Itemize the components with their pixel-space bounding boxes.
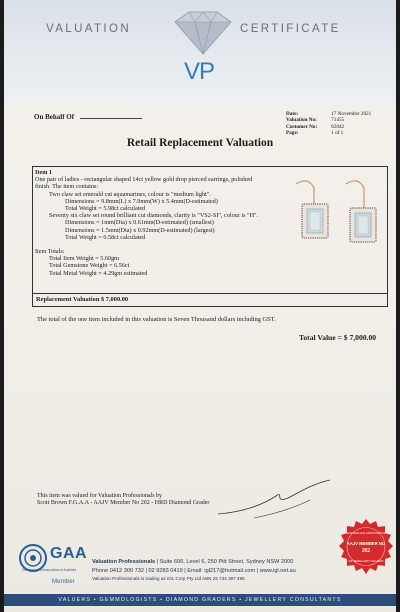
gaa-member-label: Member [52,578,75,585]
vp-logo: VP [184,58,215,85]
stone1-dimensions: Dimensions = 9.8mm(L) x 7.9mm(W) x 5.4mm(D-estimated) [65,197,218,205]
total-gemstone-weight: Total Gemstone Weight = 6.56ct [49,262,130,270]
item-totals-heading: Item Totals: [35,248,65,256]
seal-line-2: AAJV MEMBER NO [346,541,386,546]
meta-date-label: Date: [286,111,299,117]
meta-customer-no-value: 82842 [331,123,345,130]
stone2-description: Seventy six claw set round brilliant cut diamonds, clarity is "VS2-SI", colour is "H". [49,212,259,220]
company-contact [92,558,296,584]
seal-line-3: 202 [361,548,371,554]
meta-row-page [286,130,377,136]
aajv-seal-icon [336,518,396,578]
item-description-line-2: finish. The item contains: [35,183,99,191]
certificate-header [4,0,396,100]
stone1-weight: Total Weight = 5.98ct calculated [65,205,146,213]
meta-valuation-no-value: 71455 [331,117,345,124]
diamond-logo-icon [169,8,237,58]
seal-line-1: AUSTRALIAN ASSOCIATION [346,531,386,535]
earring-photo [274,178,384,258]
on-behalf-label: On Behalf Of [34,113,75,121]
header-right-title: CERTIFICATE [240,23,341,35]
stone1-description: Two claw set emerald cut aquamarines, colour is "medium light". [49,190,211,198]
company-phone-line: Phone 0412 300 732 | 02 9283 0419 | Email: igl217@hotmail.com | www.igl.net.au [92,567,296,574]
valued-by-line: This item was valued for Valuation Professionals by [37,493,163,499]
valuation-summary: The total of the one item included in this valuation is Seven Thousand dollars including GST. [37,316,276,323]
item-heading: Item 1 [35,169,53,176]
meta-page-label: Page: [286,129,299,136]
total-metal-weight: Total Metal Weight = 4.29gm estimated [49,269,148,277]
valuer-signature [214,474,334,522]
valuer-details [37,493,209,508]
services-band: VALUERS • GEMMOLOGISTS • DIAMOND GRADERS • JEWELLERY CONSULTANTS [4,594,396,606]
certificate-meta [286,111,377,136]
certificate-sheet [4,0,396,612]
company-address: | Suite 606, Level 6, 250 Pitt Street, Sydney NSW 2000 [155,559,294,565]
gaa-wordmark: GAA [50,545,88,562]
meta-customer-no-label: Customer No: [286,123,318,130]
company-trading-line: Valuation Professionals is trading as IGL Corp Pty Ltd ABN 25 734 397 496 [92,576,245,581]
document-title: Retail Replacement Valuation [126,137,274,149]
total-item-weight: Total Item Weight = 5.60gm [49,255,119,263]
stone2-dimensions-smallest: Dimensions = 1mm(Dia) x 0.61mm(D-estimated) (smallest) [65,219,214,227]
stone2-weight: Total Weight = 0.58ct calculated [65,233,146,241]
total-value: Total Value = $ 7,000.00 [299,333,377,342]
company-address-line [92,558,296,567]
on-behalf-underline [80,118,142,119]
valuer-line: Scott Brown F.G.A.A - AAJV Member No 202 - HRD Diamond Grader [37,500,210,507]
meta-valuation-no-label: Valuation No: [286,117,317,124]
stone2-dimensions-largest: Dimensions = 1.5mm(Dia) x 0.92mm(D-estimated) (largest) [65,226,215,234]
gaa-subtitle: Gemmological Association of Australia [21,568,77,572]
meta-date-value: 17 November 2021 [331,111,372,117]
item-description-line-1: One pair of ladies - rectangular shaped 14ct yellow gold drop pierced earrings, polished [35,176,253,184]
seal-line-4: OF JEWELLERY VALUERS [348,559,384,563]
company-name: Valuation Professionals [92,559,156,565]
meta-page-value: 1 of 1 [331,129,344,136]
replacement-valuation: Replacement Valuation $ 7,000.00 [36,296,129,303]
valuation-divider [32,293,388,294]
header-left-title: VALUATION [46,23,132,35]
